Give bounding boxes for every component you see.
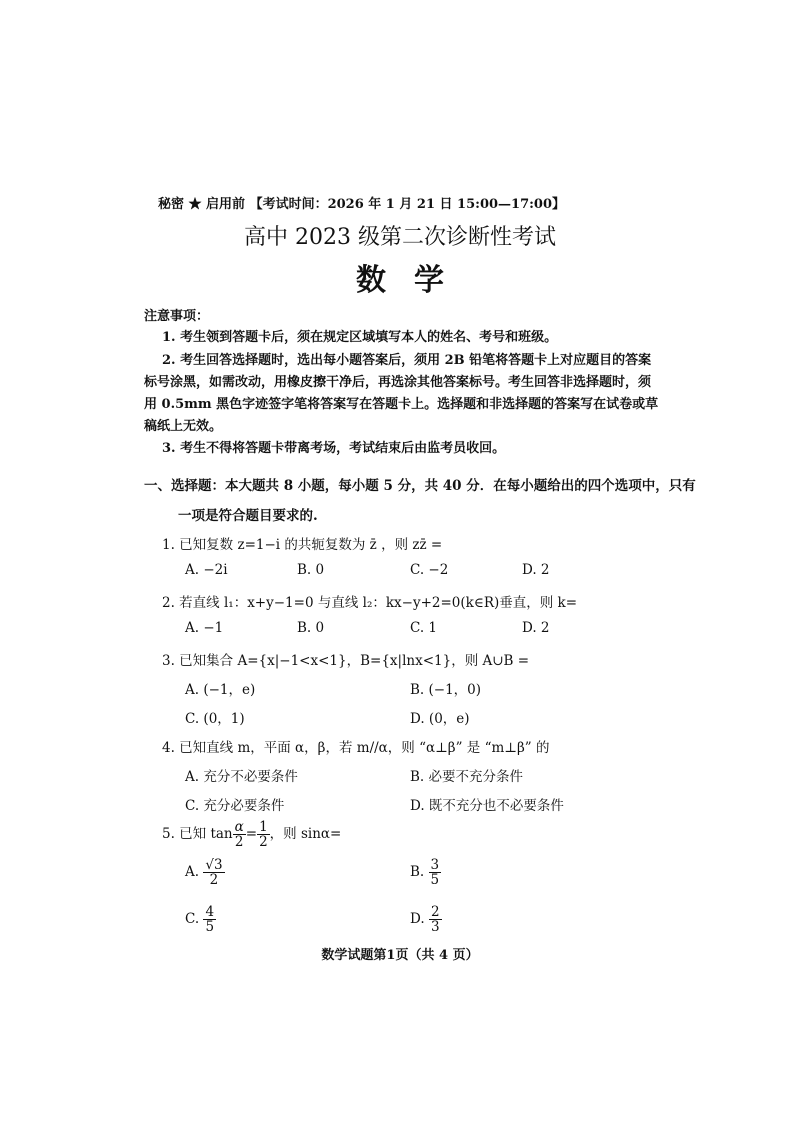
option-fraction <box>429 858 442 887</box>
question-2-option-b: B. 0 <box>297 620 325 636</box>
fraction-numerator: √3 <box>205 857 223 873</box>
fraction-denominator: 2 <box>209 872 219 889</box>
question-4-option-d: D. 既不充分也不必要条件 <box>410 798 564 814</box>
notice-line-2d: 稿纸上无效。 <box>144 419 223 434</box>
notice-line-3: 3. 考生不得将答题卡带离考场，考试结束后由监考员收回。 <box>162 441 506 456</box>
question-1-option-a: A. −2i <box>185 562 228 578</box>
question-1-option-b: B. 0 <box>297 562 325 578</box>
question-2-option-a: A. −1 <box>185 620 224 636</box>
question-3-option-d: D. (0，e) <box>410 711 470 727</box>
question-1-stem: 1. 已知复数 z=1−i 的共轭复数为 z̄ ，则 zz̄ = <box>162 537 443 553</box>
fraction-denominator: 5 <box>430 872 440 889</box>
option-fraction <box>203 905 216 934</box>
question-5-stem <box>162 820 341 849</box>
notice-heading: 注意事项： <box>144 309 210 324</box>
option-fraction <box>429 905 442 934</box>
question-1-option-d: D. 2 <box>522 562 550 578</box>
question-5-option-a <box>185 858 225 887</box>
fraction-denominator: 2 <box>234 834 244 851</box>
question-3-option-a: A. (−1，e) <box>185 682 256 698</box>
fraction-denominator: 5 <box>205 919 215 936</box>
option-fraction <box>203 858 224 887</box>
fraction-numerator: 3 <box>430 857 440 873</box>
question-4-stem: 4. 已知直线 m，平面 α，β，若 m//α，则 “α⊥β” 是 “m⊥β” 的 <box>162 740 550 756</box>
notice-line-1: 1. 考生领到答题卡后，须在规定区域填写本人的姓名、考号和班级。 <box>162 330 558 345</box>
section-heading-line-2: 一项是符合题目要求的. <box>178 508 318 524</box>
fraction-denominator: 3 <box>430 919 440 936</box>
question-4-option-c: C. 充分必要条件 <box>185 798 285 814</box>
option-label: A. <box>185 864 200 881</box>
question-3-option-b: B. (−1，0) <box>410 682 482 698</box>
option-label: D. <box>410 911 425 928</box>
question-5-stem-prefix: 5. 已知 tan <box>162 826 233 843</box>
option-label: C. <box>185 911 200 928</box>
notice-line-2a: 2. 考生回答选择题时，选出每小题答案后，须用 2B 铅笔将答题卡上对应题目的答案 <box>162 353 652 368</box>
subject-title: 数学 <box>356 263 472 298</box>
question-2-stem: 2. 若直线 l₁：x+y−1=0 与直线 l₂：kx−y+2=0(k∈R)垂直，则 k= <box>162 595 578 611</box>
question-5-option-b <box>410 858 441 887</box>
equals-sign: = <box>245 826 258 843</box>
secret-line: 秘密 ★ 启用前 【考试时间：2026 年 1 月 21 日 15:00—17:00】 <box>158 197 566 212</box>
option-label: B. <box>410 864 425 881</box>
fraction-numerator: 2 <box>430 904 440 920</box>
question-4-option-b: B. 必要不充分条件 <box>410 769 524 785</box>
question-2-option-d: D. 2 <box>522 620 550 636</box>
exam-title: 高中 2023 级第二次诊断性考试 <box>244 225 556 250</box>
fraction-numerator: 1 <box>259 819 268 835</box>
question-5-stem-suffix: ，则 sinα= <box>269 826 342 843</box>
section-heading-line-1: 一、选择题：本大题共 8 小题，每小题 5 分，共 40 分．在每小题给出的四个选项中，只有 <box>144 478 696 494</box>
notice-line-2b: 标号涂黑，如需改动，用橡皮擦干净后，再选涂其他答案标号。考生回答非选择题时，须 <box>144 375 652 390</box>
question-5-option-c <box>185 905 216 934</box>
question-3-stem: 3. 已知集合 A={x|−1<x<1}，B={x|lnx<1}，则 A∪B = <box>162 653 530 669</box>
fraction-numerator: α <box>234 819 244 835</box>
question-4-option-a: A. 充分不必要条件 <box>185 769 298 785</box>
notice-line-2c: 用 0.5mm 黑色字迹签字笔将答案写在答题卡上。选择题和非选择题的答案写在试卷或草 <box>144 397 659 412</box>
question-3-option-c: C. (0，1) <box>185 711 245 727</box>
question-5-fraction-alpha-over-2 <box>233 820 246 849</box>
question-1-option-c: C. −2 <box>410 562 449 578</box>
question-5-option-d <box>410 905 442 934</box>
question-5-fraction-one-half <box>257 820 270 849</box>
fraction-denominator: 2 <box>259 834 268 851</box>
page-footer: 数学试题第1页（共 4 页） <box>321 948 479 963</box>
fraction-numerator: 4 <box>205 904 215 920</box>
question-2-option-c: C. 1 <box>410 620 438 636</box>
